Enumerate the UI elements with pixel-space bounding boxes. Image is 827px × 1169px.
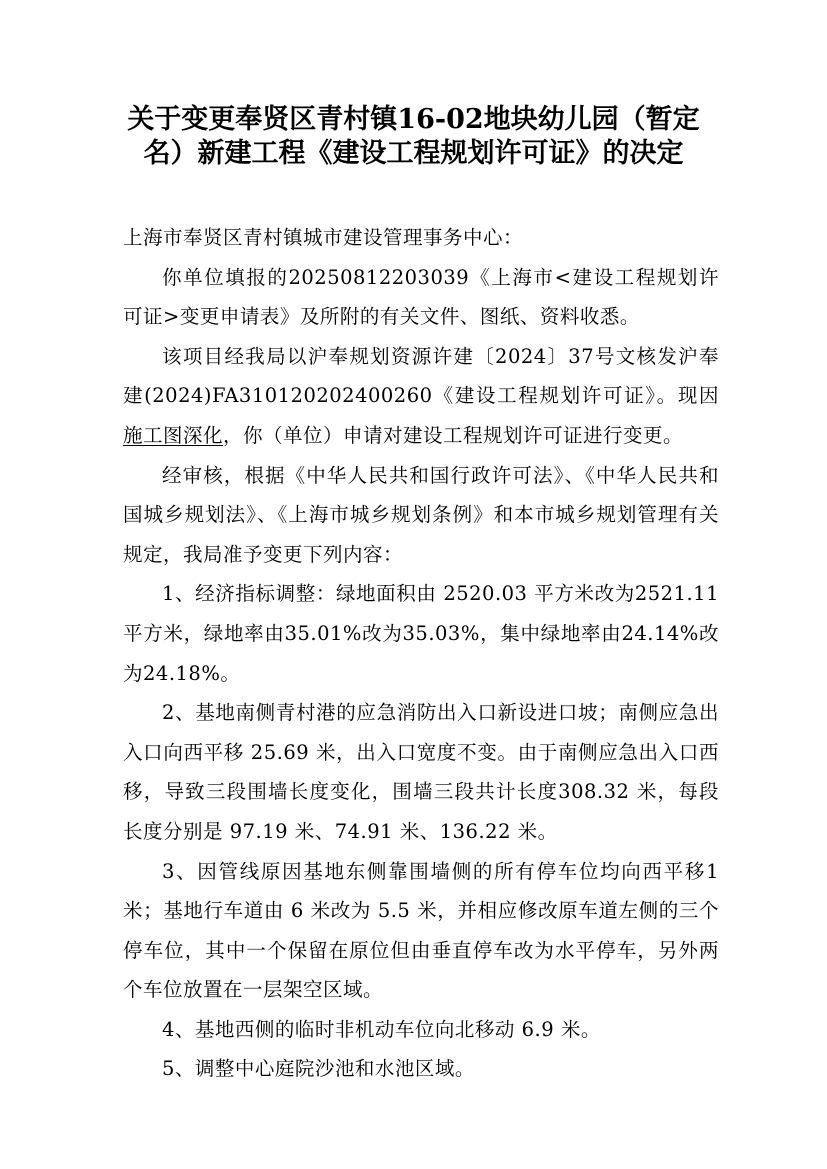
change-item-5: 5、调整中心庭院沙池和水池区域。	[162, 1057, 475, 1081]
document-title	[100, 103, 727, 171]
addressee: 上海市奉贤区青村镇城市建设管理事务中心：	[123, 226, 524, 249]
change-item-4: 4、基地西侧的临时非机动车位向北移动 6.9 米。	[162, 1017, 601, 1041]
paragraph-application: 你单位填报的20250812203039《上海市<建设工程规划许可证>变更申请表》及所附的有关文件、图纸、资料收悉。	[123, 265, 719, 329]
paragraph-review-basis: 经审核，根据《中华人民共和国行政许可法》、《中华人民共和国城乡规划法》、《上海市城乡规划条例》和本市城乡规划管理有关规定，我局准予变更下列内容：	[123, 463, 719, 566]
change-item-3: 3、因管线原因基地东侧靠围墙侧的所有停车位均向西平移1 米；基地行车道由 6 米改为 5.5 米，并相应修改原车道左侧的三个停车位，其中一个保留在原位但由垂直停车改为水平停车，另外两个车位放置在一层架空区域。	[123, 859, 719, 1002]
title-line-2: 名）新建工程《建设工程规划许可证》的决定	[143, 138, 684, 169]
underlined-reason: 施工图深化	[123, 423, 224, 447]
paragraph-background-text-after: ，你（单位）申请对建设工程规划许可证进行变更。	[223, 423, 684, 447]
change-item-1: 1、经济指标调整：绿地面积由 2520.03 平方米改为2521.11平方米，绿地率由35.01%改为35.03%，集中绿地率由24.14%改为24.18%。	[123, 582, 719, 685]
document-body	[123, 218, 719, 1089]
paragraph-project-background	[123, 337, 719, 456]
change-item-2: 2、基地南侧青村港的应急消防出入口新设进口坡；南侧应急出入口向西平移 25.69 米，出入口宽度不变。由于南侧应急出入口西移，导致三段围墙长度变化，围墙三段共计长度308.32 米，每段长度分别是 97.19 米、74.91 米、136.22 米。	[123, 701, 719, 843]
title-line-1: 关于变更奉贤区青村镇16-02地块幼儿园（暂定	[127, 104, 700, 135]
paragraph-background-text-before: 该项目经我局以沪奉规划资源许建〔2024〕37号文核发沪奉建(2024)FA310120202400260《建设工程规划许可证》。现因	[123, 344, 719, 408]
